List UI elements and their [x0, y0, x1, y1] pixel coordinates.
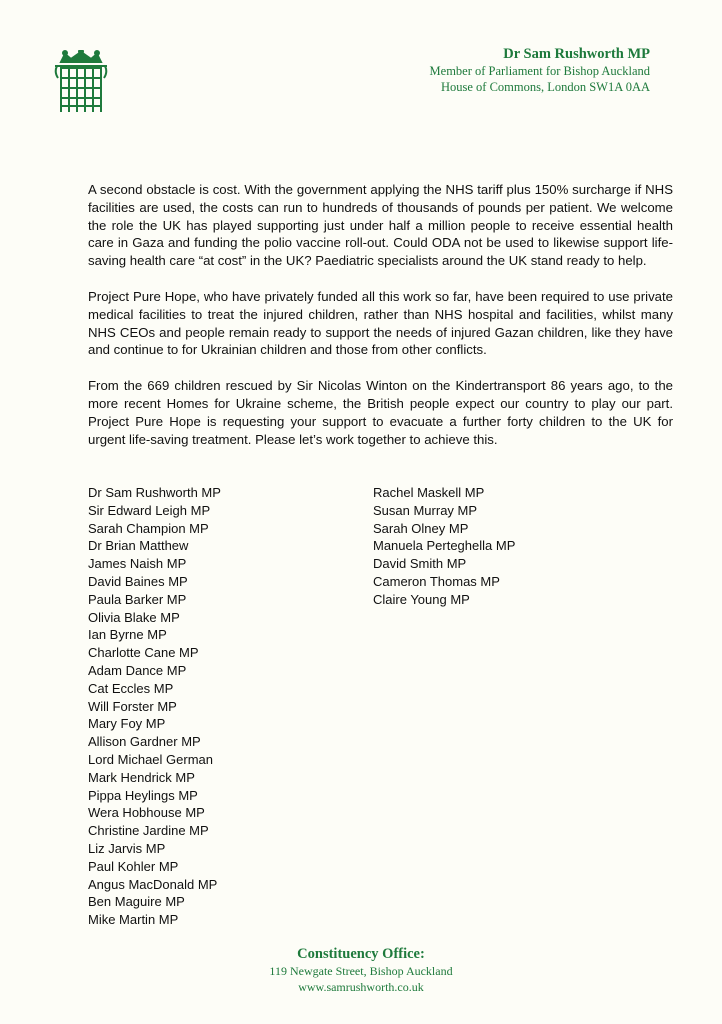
signatory: Cameron Thomas MP — [373, 573, 500, 589]
signatory: David Baines MP — [88, 573, 188, 589]
signatory: Christine Jardine MP — [88, 823, 209, 839]
signatory: Sarah Champion MP — [88, 520, 209, 536]
paragraph: From the 669 children rescued by Sir Nicolas Winton on the Kindertransport 86 years ago, to the more recent Homes for Ukraine scheme, the British people expect our country to play our part. Project Pure Hope is requesting your support to evacuate a further forty children to the UK for urgent life-saving treatment. Please let’s work together to achieve this. — [88, 378, 673, 447]
signatory: Wera Hobhouse MP — [88, 805, 205, 821]
footer-website: www.samrushworth.co.uk — [298, 980, 424, 994]
signatory: Rachel Maskell MP — [373, 485, 485, 500]
signatory: Will Forster MP — [88, 698, 177, 714]
signatories-column-1 — [88, 484, 221, 929]
signatory: Susan Murray MP — [373, 502, 478, 518]
paragraph: A second obstacle is cost. With the government applying the NHS tariff plus 150% surcharge if NHS facilities are used, the costs can run to hundreds of thousands of pounds per patient. We welcome the role the UK has played supporting just under half a million people to receive essential health care in Gaza and funding the polio vaccine roll-out. Could ODA not be used to likewise support life-saving health care “at cost” in the UK? Paediatric specialists around the UK stand ready to help. — [88, 182, 673, 269]
footer — [0, 945, 722, 995]
signatory: Claire Young MP — [373, 591, 470, 607]
signatory: Paula Barker MP — [88, 591, 187, 607]
signatory: Angus MacDonald MP — [88, 876, 218, 892]
signatory: Lord Michael German — [88, 751, 213, 767]
mp-name: Dr Sam Rushworth MP — [503, 46, 650, 62]
signatory: Ian Byrne MP — [88, 627, 167, 643]
signatory: Allison Gardner MP — [88, 734, 201, 750]
mp-address: House of Commons, London SW1A 0AA — [440, 80, 650, 94]
letterhead — [430, 45, 650, 95]
signatory: Sir Edward Leigh MP — [88, 502, 211, 518]
letter-body — [88, 181, 673, 466]
signatory: Adam Dance MP — [88, 662, 187, 678]
signatory: Dr Sam Rushworth MP — [88, 485, 221, 500]
footer-title: Constituency Office: — [297, 946, 425, 962]
signatory: David Smith MP — [373, 556, 467, 572]
signatory: Mike Martin MP — [88, 912, 179, 928]
footer-address: 119 Newgate Street, Bishop Auckland — [269, 964, 453, 978]
portcullis-icon — [53, 50, 109, 114]
signatory: Liz Jarvis MP — [88, 840, 166, 856]
signatory: Ben Maguire MP — [88, 894, 185, 910]
signatory: Charlotte Cane MP — [88, 645, 199, 661]
signatory: Paul Kohler MP — [88, 858, 179, 874]
signatory: Pippa Heylings MP — [88, 787, 198, 803]
signatory: Mary Foy MP — [88, 716, 166, 732]
signatory: Sarah Olney MP — [373, 520, 469, 536]
signatory: Mark Hendrick MP — [88, 769, 195, 785]
paragraph: Project Pure Hope, who have privately funded all this work so far, have been required to use private medical facilities to treat the injured children, rather than NHS hospital and facilities, whilst many NHS CEOs and people remain ready to support the needs of injured Gazan children, like they have and continue to for Ukrainian children and those from other conflicts. — [88, 288, 673, 358]
signatory: Cat Eccles MP — [88, 680, 174, 696]
signatory: James Naish MP — [88, 556, 187, 572]
mp-role: Member of Parliament for Bishop Auckland — [429, 64, 650, 78]
signatories-column-2 — [373, 484, 515, 609]
signatory: Manuela Perteghella MP — [373, 538, 516, 554]
signatory: Olivia Blake MP — [88, 609, 180, 625]
signatory: Dr Brian Matthew — [88, 538, 189, 554]
